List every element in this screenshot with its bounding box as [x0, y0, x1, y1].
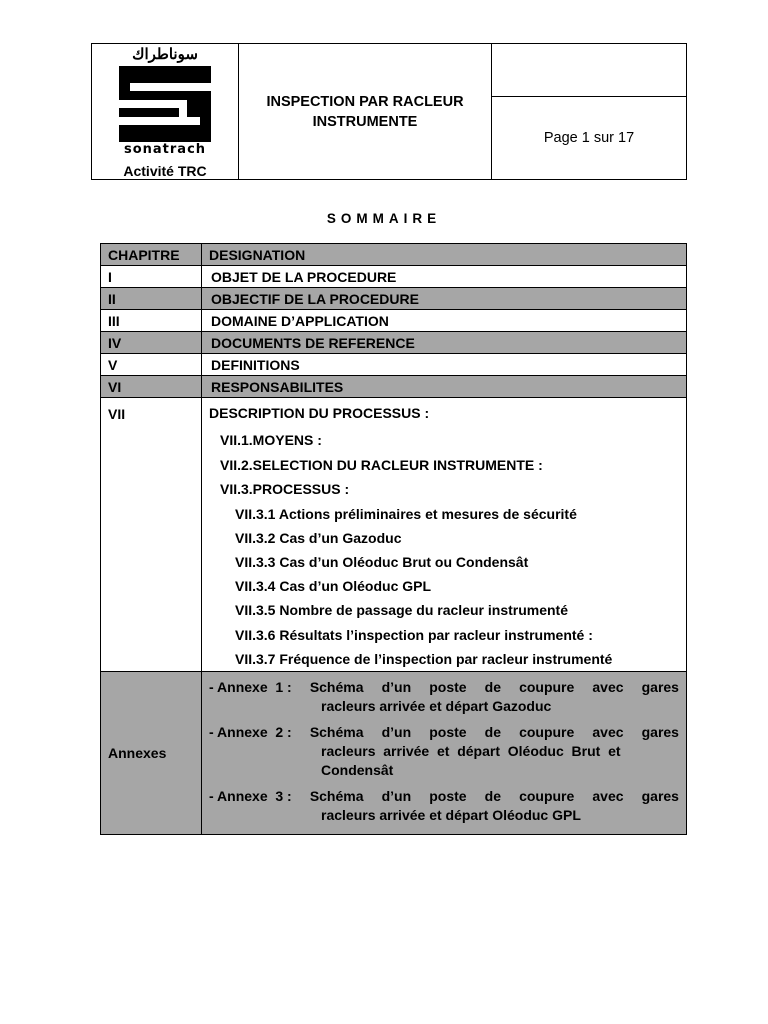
annex-continuation: racleurs arrivée et départ Oléoduc GPL: [321, 806, 581, 823]
logo-block: [92, 44, 239, 180]
toc-process-item: VII.3.3 Cas d’un Oléoduc Brut ou Condensât: [235, 553, 529, 570]
toc-row-label: DEFINITIONS: [202, 354, 687, 376]
sonatrach-logo-icon: [119, 66, 211, 142]
toc-process-num: VII: [101, 398, 202, 672]
toc-row-num: I: [101, 266, 202, 288]
document-header: [91, 43, 687, 180]
toc-row-num: II: [101, 288, 202, 310]
toc-process-item: VII.3.4 Cas d’un Oléoduc GPL: [235, 578, 432, 595]
annex-word: de: [484, 787, 501, 804]
annex-word: poste: [429, 723, 467, 740]
annex-word: d’un: [381, 723, 412, 740]
toc-row: [101, 354, 687, 376]
annex-first-line: [209, 723, 679, 742]
annex-word: Schéma: [309, 787, 364, 804]
toc-process-content: [202, 398, 687, 672]
annex-item: [209, 787, 679, 825]
table-of-contents: [100, 243, 687, 835]
document-title-line2: INSTRUMENTE: [312, 113, 418, 130]
toc-process-item: VII.3.PROCESSUS :: [220, 481, 350, 497]
toc-process-item: VII.3.6 Résultats l’inspection par racleur instrumenté :: [235, 626, 593, 643]
logo-arabic-text: سوناطراك: [132, 45, 198, 63]
annex-word: d’un: [381, 787, 412, 804]
annex-word: Schéma: [309, 678, 364, 695]
annex-continuation: racleurs arrivée et départ Gazoduc: [321, 697, 552, 714]
annex-word: gares: [641, 787, 679, 804]
annex-word: coupure: [519, 678, 575, 695]
toc-row-num: III: [101, 310, 202, 332]
annex-first-line: [209, 787, 679, 806]
annex-prefix: - Annexe 2 :: [209, 723, 292, 740]
annex-continuation: Condensât: [321, 761, 394, 778]
annex-word: poste: [429, 787, 467, 804]
toc-row-process: [101, 398, 687, 672]
toc-process-item: VII.3.5 Nombre de passage du racleur instrumenté: [235, 602, 568, 619]
annex-continuation: racleurs arrivée et départ Oléoduc Brut et: [321, 742, 621, 759]
annex-word: Schéma: [309, 723, 364, 740]
toc-row-num: IV: [101, 332, 202, 354]
annex-word: coupure: [519, 723, 575, 740]
toc-row: [101, 288, 687, 310]
toc-row: [101, 332, 687, 354]
toc-col-designation: DESIGNATION: [202, 244, 687, 266]
toc-row-num: VI: [101, 376, 202, 398]
annex-prefix: - Annexe 3 :: [209, 787, 292, 804]
annex-word: de: [484, 678, 501, 695]
header-empty-cell: [492, 44, 687, 97]
document-title: [239, 44, 492, 180]
sommaire-heading: SOMMAIRE: [326, 211, 442, 226]
toc-row-annexes: [101, 671, 687, 834]
annex-first-line: [209, 678, 679, 697]
logo-name: sonatrach: [123, 141, 207, 157]
toc-row-num: V: [101, 354, 202, 376]
toc-header-row: [101, 244, 687, 266]
activity-label: Activité TRC: [123, 162, 207, 179]
toc-annexes-list: [202, 671, 687, 834]
annex-word: de: [484, 723, 501, 740]
toc-process-item: VII.3.7 Fréquence de l’inspection par racleur instrumenté: [235, 650, 613, 667]
toc-row-label: DOCUMENTS DE REFERENCE: [202, 332, 687, 354]
annex-item: [209, 678, 679, 716]
toc-row: [101, 376, 687, 398]
toc-row: [101, 266, 687, 288]
toc-row: [101, 310, 687, 332]
toc-row-label: DOMAINE D’APPLICATION: [202, 310, 687, 332]
annex-word: avec: [592, 787, 624, 804]
toc-row-label: OBJET DE LA PROCEDURE: [202, 266, 687, 288]
annex-word: coupure: [519, 787, 575, 804]
annex-word: d’un: [381, 678, 412, 695]
annex-prefix: - Annexe 1 :: [209, 678, 292, 695]
document-title-line1: INSPECTION PAR RACLEUR: [266, 93, 464, 110]
toc-col-chapitre: CHAPITRE: [101, 244, 202, 266]
annex-word: avec: [592, 723, 624, 740]
page-number: Page 1 sur 17: [492, 97, 687, 180]
toc-process-item: VII.3.2 Cas d’un Gazoduc: [235, 529, 402, 546]
annex-word: gares: [641, 678, 679, 695]
annex-item: [209, 723, 679, 780]
toc-process-item: VII.3.1 Actions préliminaires et mesures de sécurité: [235, 505, 577, 522]
toc-process-title: DESCRIPTION DU PROCESSUS :: [209, 405, 430, 421]
toc-row-label: RESPONSABILITES: [202, 376, 687, 398]
toc-row-label: OBJECTIF DE LA PROCEDURE: [202, 288, 687, 310]
annex-word: poste: [429, 678, 467, 695]
annex-word: avec: [592, 678, 624, 695]
toc-process-item: VII.2.SELECTION DU RACLEUR INSTRUMENTE :: [220, 456, 543, 473]
toc-annexes-label: Annexes: [101, 671, 202, 834]
annex-word: gares: [641, 723, 679, 740]
toc-process-item: VII.1.MOYENS :: [220, 432, 322, 448]
